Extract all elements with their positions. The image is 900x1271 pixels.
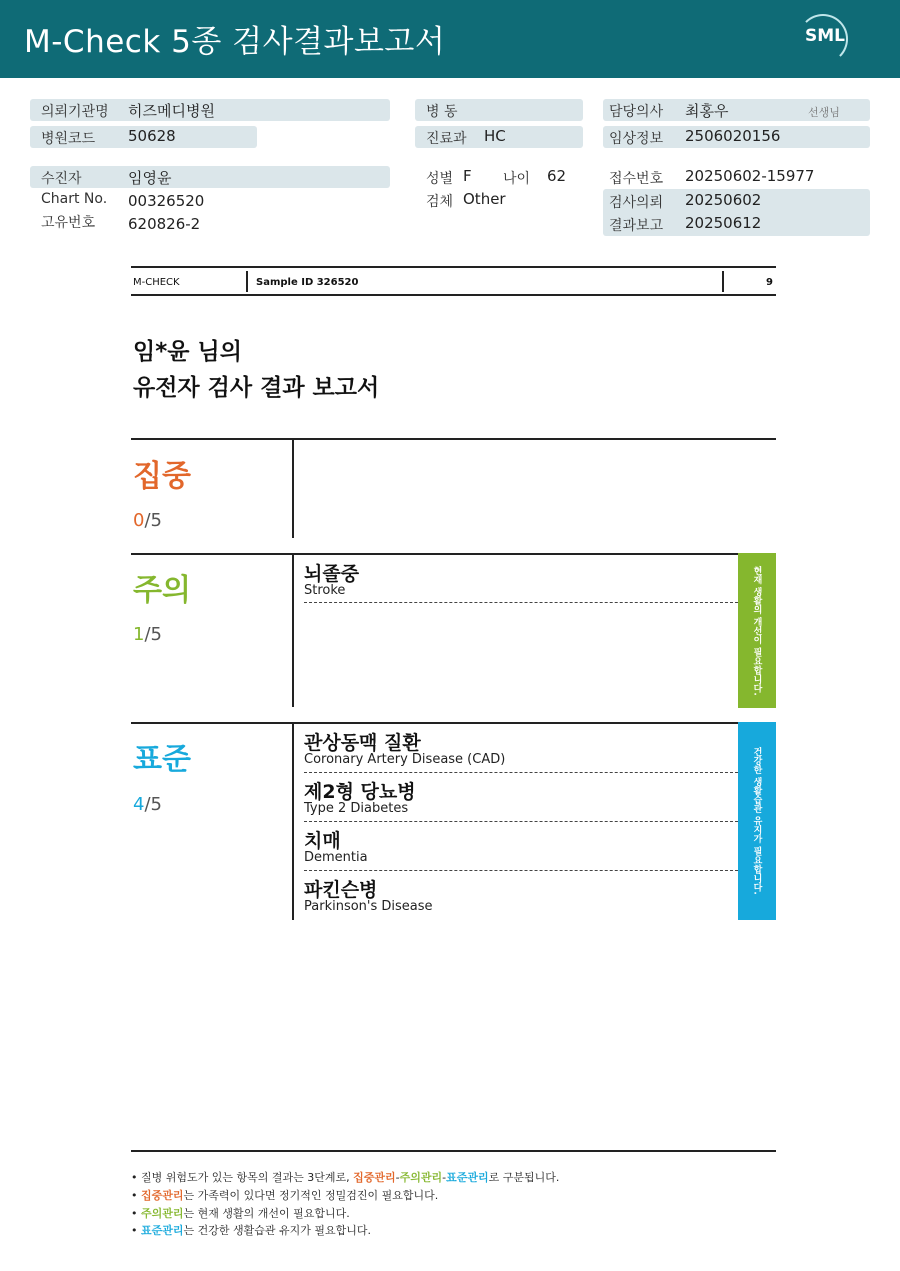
standard-item-2-title: 제2형 당뇨병	[304, 781, 416, 803]
notes-rule	[131, 1150, 776, 1152]
caution-count-num: 1	[133, 624, 145, 645]
standard-item-2-subtitle: Type 2 Diabetes	[304, 801, 409, 816]
focus-count-num: 0	[133, 510, 145, 531]
caution-item-separator	[304, 602, 738, 603]
standard-section-name: 표준	[133, 742, 191, 777]
clinical-value: 2506020156	[685, 127, 781, 145]
department-value: HC	[484, 127, 506, 145]
doctor-suffix: 선생님	[808, 106, 840, 119]
age-value: 62	[547, 167, 567, 185]
focus-divider	[292, 440, 294, 538]
caution-divider	[292, 555, 294, 707]
request-value: 20250602	[685, 191, 762, 209]
doctor-value: 최홍우	[685, 102, 729, 120]
note-1-post: 로 구분됩니다.	[488, 1171, 560, 1184]
hospital-code-value: 50628	[128, 127, 176, 145]
standard-count	[133, 794, 162, 815]
standard-rule	[131, 722, 738, 724]
chart-label: Chart No.	[41, 191, 108, 207]
doctor-label: 담당의사	[609, 104, 664, 120]
report-title-line1: 임*윤 님의	[133, 339, 242, 365]
note-2-key: 집중관리	[141, 1189, 184, 1202]
report-header	[0, 0, 900, 78]
standard-side-text: 건강한 생활습관 유지가 필요합니다.	[751, 747, 762, 895]
note-2: • 집중관리는 가족력이 있다면 정기적인 정밀검진이 필요합니다.	[131, 1189, 439, 1202]
note-4-key: 표준관리	[141, 1224, 184, 1237]
header-title: M-Check 5종 검사결과보고서	[24, 24, 446, 60]
standard-side-banner	[738, 722, 776, 920]
specimen-value: Other	[463, 190, 506, 208]
page-number: 9	[766, 277, 773, 288]
report-date-label: 결과보고	[609, 218, 664, 234]
note-1: • 질병 위험도가 있는 항목의 결과는 3단계로, 집중관리-주의관리-표준관리로 구분됩니다.	[131, 1171, 560, 1184]
logo-text: SML	[805, 26, 845, 46]
unique-value: 620826-2	[128, 215, 201, 233]
institution-value: 히즈메디병원	[128, 102, 215, 120]
institution-label: 의뢰기관명	[41, 104, 109, 120]
focus-rule	[131, 438, 776, 440]
chart-value: 00326520	[128, 192, 205, 210]
report-brand: M-CHECK	[133, 277, 180, 288]
note-1-sep1: -	[395, 1171, 400, 1184]
patient-label: 수진자	[41, 171, 82, 187]
note-1-standard: 표준관리	[446, 1171, 489, 1184]
ward-label: 병 동	[426, 104, 458, 120]
age-label: 나이	[503, 171, 531, 187]
unique-label: 고유번호	[41, 215, 96, 231]
report-divider-1	[246, 271, 248, 292]
note-3-key: 주의관리	[141, 1207, 184, 1220]
standard-item-3-separator	[304, 870, 738, 871]
note-4-text: 는 건강한 생활습관 유지가 필요합니다.	[183, 1224, 372, 1237]
sample-id: Sample ID 326520	[256, 277, 359, 288]
standard-count-num: 4	[133, 794, 145, 815]
standard-item-4-subtitle: Parkinson's Disease	[304, 899, 433, 914]
note-1-pre: 질병 위험도가 있는 항목의 결과는 3단계로,	[141, 1171, 354, 1184]
note-2-text: 는 가족력이 있다면 정기적인 정밀검진이 필요합니다.	[183, 1189, 439, 1202]
receipt-value: 20250602-15977	[685, 167, 815, 185]
department-label: 진료과	[426, 131, 467, 147]
report-title-line2: 유전자 검사 결과 보고서	[133, 375, 380, 401]
note-1-caution: 주의관리	[399, 1171, 443, 1184]
report-top-rule	[131, 266, 776, 268]
standard-item-1-subtitle: Coronary Artery Disease (CAD)	[304, 752, 506, 767]
standard-item-4-title: 파킨슨병	[304, 879, 378, 901]
patient-value: 임영윤	[128, 169, 172, 187]
standard-item-2-separator	[304, 821, 738, 822]
clinical-label: 임상정보	[609, 131, 664, 147]
specimen-label: 검체	[426, 194, 454, 210]
standard-item-1-separator	[304, 772, 738, 773]
info-bar-patient	[30, 166, 390, 188]
caution-count-total: /5	[144, 624, 162, 645]
focus-count-total: /5	[144, 510, 162, 531]
standard-count-total: /5	[144, 794, 162, 815]
standard-item-1-title: 관상동맥 질환	[304, 732, 421, 754]
note-4: • 표준관리는 건강한 생활습관 유지가 필요합니다.	[131, 1224, 372, 1237]
report-bottom-rule	[131, 294, 776, 296]
note-1-focus: 집중관리	[353, 1171, 396, 1184]
note-3: • 주의관리는 현재 생활의 개선이 필요합니다.	[131, 1207, 350, 1220]
caution-count	[133, 624, 162, 645]
report-date-value: 20250612	[685, 214, 762, 232]
caution-item-title: 뇌졸중	[304, 563, 360, 585]
caution-item-subtitle: Stroke	[304, 583, 346, 598]
note-3-text: 는 현재 생활의 개선이 필요합니다.	[183, 1207, 350, 1220]
hospital-code-label: 병원코드	[41, 131, 96, 147]
standard-item-3-title: 치매	[304, 830, 341, 852]
sml-logo	[798, 14, 852, 64]
caution-section-name: 주의	[133, 573, 191, 608]
sex-label: 성별	[426, 171, 454, 187]
caution-side-text: 현재 생활의 개선이 필요합니다.	[751, 565, 762, 696]
sex-value: F	[463, 167, 472, 185]
standard-divider	[292, 724, 294, 920]
focus-section-name: 집중	[133, 459, 191, 494]
receipt-label: 접수번호	[609, 171, 664, 187]
note-1-sep2: -	[442, 1171, 447, 1184]
focus-count	[133, 510, 162, 531]
caution-side-banner	[738, 553, 776, 708]
request-label: 검사의뢰	[609, 195, 664, 211]
report-divider-2	[722, 271, 724, 292]
caution-rule	[131, 553, 738, 555]
standard-item-3-subtitle: Dementia	[304, 850, 368, 865]
